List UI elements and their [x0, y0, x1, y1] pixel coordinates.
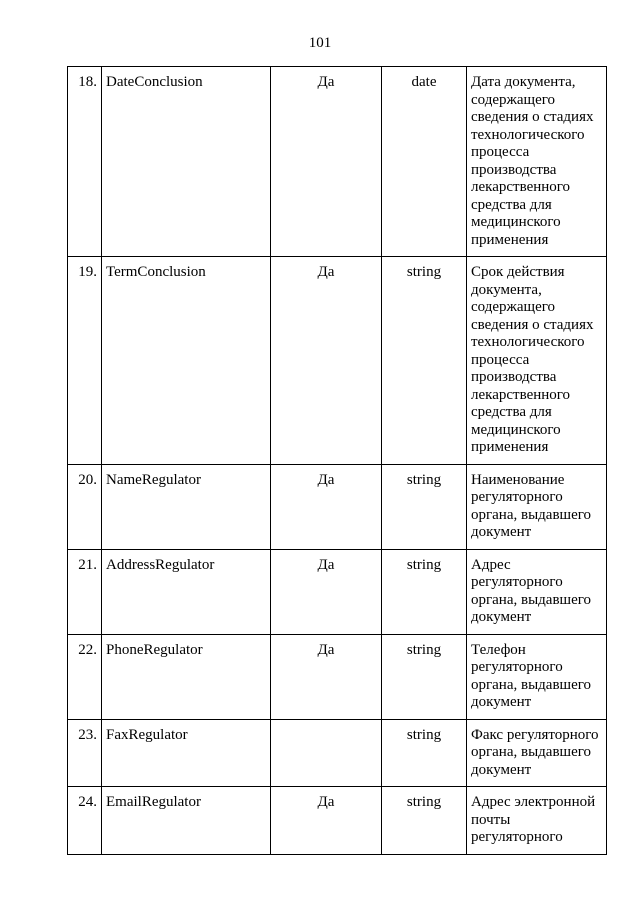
field-required: Да [271, 67, 382, 257]
row-number: 21. [68, 549, 102, 634]
field-required [271, 719, 382, 787]
field-type: string [382, 549, 467, 634]
row-number: 19. [68, 257, 102, 465]
field-type: string [382, 634, 467, 719]
table-row [68, 67, 607, 257]
table-row [68, 549, 607, 634]
field-description: Факс регуляторного органа, выдавшего документ [467, 719, 607, 787]
field-description: Дата документа, содержащего сведения о стадиях технологического процесса производства лекарственного средства для медицинского применения [467, 67, 607, 257]
table-row [68, 719, 607, 787]
field-description: Адрес электронной почты регуляторного [467, 787, 607, 855]
page-number: 101 [308, 35, 332, 51]
table-row [68, 257, 607, 465]
field-required: Да [271, 549, 382, 634]
table-row [68, 787, 607, 855]
field-name: EmailRegulator [102, 787, 271, 855]
table-row [68, 634, 607, 719]
field-type: string [382, 257, 467, 465]
field-type: string [382, 464, 467, 549]
row-number: 23. [68, 719, 102, 787]
row-number: 22. [68, 634, 102, 719]
field-name: FaxRegulator [102, 719, 271, 787]
table-row [68, 464, 607, 549]
fields-table [67, 66, 607, 855]
field-description: Срок действия документа, содержащего сведения о стадиях технологического процесса производства лекарственного средства для медицинского применения [467, 257, 607, 465]
field-description: Телефон регуляторного органа, выдавшего документ [467, 634, 607, 719]
field-name: DateConclusion [102, 67, 271, 257]
row-number: 18. [68, 67, 102, 257]
field-description: Наименование регуляторного органа, выдавшего документ [467, 464, 607, 549]
field-required: Да [271, 257, 382, 465]
field-name: NameRegulator [102, 464, 271, 549]
field-name: PhoneRegulator [102, 634, 271, 719]
row-number: 24. [68, 787, 102, 855]
field-name: AddressRegulator [102, 549, 271, 634]
field-required: Да [271, 634, 382, 719]
field-type: date [382, 67, 467, 257]
field-type: string [382, 719, 467, 787]
field-type: string [382, 787, 467, 855]
field-name: TermConclusion [102, 257, 271, 465]
field-description: Адрес регуляторного органа, выдавшего документ [467, 549, 607, 634]
field-required: Да [271, 464, 382, 549]
row-number: 20. [68, 464, 102, 549]
field-required: Да [271, 787, 382, 855]
